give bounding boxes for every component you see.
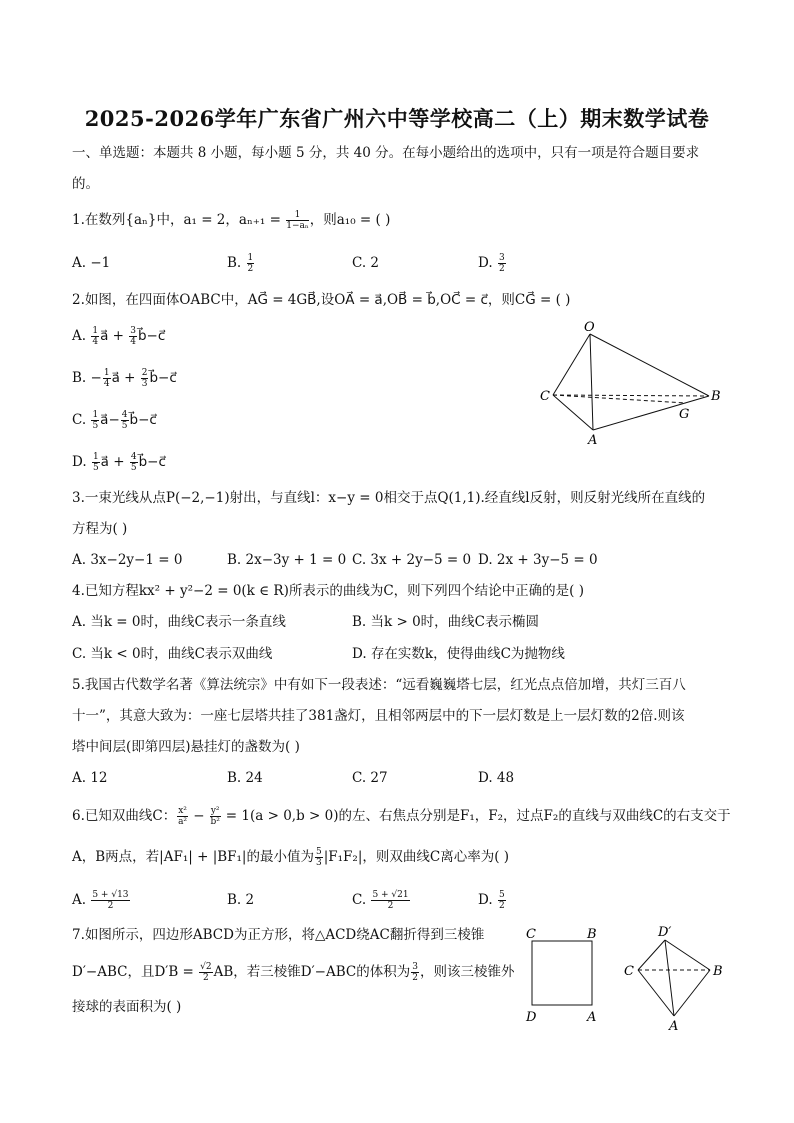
q2-option-b: B. − $\frac{1}{4}$ a⃗ + $\frac{2}{3}$ b⃗−c⃗ — [72, 368, 177, 389]
edge-oc — [553, 334, 590, 395]
square-abcd — [532, 941, 592, 1005]
q1-fraction: $\frac{1}{\text{1−aₙ}}$ — [286, 210, 309, 231]
tetra-label-c: C — [624, 964, 634, 979]
question-6: 6.已知双曲线C： $\frac{\text{x²}}{\text{a²}}$ − $\frac{\text{y²}}{\text{b²}}$ = 1(a > 0,b > 0)的左、右焦点分别是F₁，F₂，过点F₂的直线与双曲线C的右支交于 — [72, 806, 731, 827]
square-label-c: C — [526, 927, 536, 942]
q6-option-c: C. $\frac{5 + √21}{2}$ — [352, 890, 409, 911]
q6-option-a: A. $\frac{5 + √13}{2}$ — [72, 890, 129, 911]
question-5-cont2: 塔中间层(即第四层)悬挂灯的盏数为( ) — [72, 739, 300, 755]
q3-option-a: A. 3x−2y−1 = 0 — [72, 552, 183, 568]
q1-option-b: B. $\frac{1}{2}$ — [227, 253, 254, 274]
question-3-cont: 方程为( ) — [72, 521, 128, 537]
label-b: B — [711, 389, 721, 404]
triangular-pyramid-figure — [620, 922, 735, 1032]
q2-option-c: C. $\frac{1}{5}$ a⃗− $\frac{4}{5}$ b⃗−c⃗ — [72, 410, 157, 431]
question-2: 2.如图，在四面体OABC中，AG⃗ = 4GB⃗,设OA⃗ = a⃗,OB⃗ = b⃗,OC⃗ = c⃗，则CG⃗ = ( ) — [72, 292, 571, 308]
q2-option-d: D. $\frac{1}{5}$ a⃗ + $\frac{4}{5}$ b⃗−c⃗ — [72, 452, 166, 473]
tetra-label-a: A — [669, 1019, 679, 1032]
q1-stem-tail: ，则a₁₀ = ( ) — [309, 212, 391, 228]
q4-option-b: B. 当k > 0时，曲线C表示椭圆 — [352, 614, 539, 630]
question-7: 7.如图所示，四边形ABCD为正方形，将△ACD绕AC翻折得到三棱锥 — [72, 927, 485, 943]
question-3: 3.一束光线从点P(−2,−1)射出，与直线l：x−y = 0相交于点Q(1,1).经直线l反射，则反射光线所在直线的 — [72, 490, 706, 506]
q6-option-b: B. 2 — [227, 892, 255, 908]
edge-oa — [590, 334, 593, 430]
label-c: C — [540, 389, 550, 404]
square-figure — [520, 924, 610, 1024]
q1-option-c: C. 2 — [352, 255, 380, 271]
tetra-label-d: D′ — [658, 925, 672, 940]
q1-stem: 1.在数列{aₙ}中，a₁ = 2，aₙ₊₁ = — [72, 212, 286, 228]
q3-option-d: D. 2x + 3y−5 = 0 — [478, 552, 598, 568]
tetra-label-b: B — [713, 964, 723, 979]
section-instruction: 一、单选题：本题共 8 小题，每小题 5 分，共 40 分。在每小题给出的选项中，只有一项是符合题目要求 — [72, 145, 700, 161]
q3-option-c: C. 3x + 2y−5 = 0 — [352, 552, 472, 568]
q1-option-d: D. $\frac{3}{2}$ — [478, 253, 505, 274]
tetra-edge-da — [665, 940, 674, 1016]
tetra-edge-dc — [638, 940, 665, 970]
label-o: O — [584, 320, 595, 335]
edge-cb-hidden — [553, 395, 709, 396]
square-label-b: B — [587, 927, 597, 942]
q5-option-c: C. 27 — [352, 770, 388, 786]
q6-option-d: D. $\frac{5}{2}$ — [478, 890, 505, 911]
q5-option-b: B. 24 — [227, 770, 263, 786]
square-label-d: D — [526, 1010, 537, 1024]
section-instruction-cont: 的。 — [72, 176, 99, 192]
exam-title: 2025-2026学年广东省广州六中等学校高二（上）期末数学试卷 — [84, 106, 710, 131]
label-g: G — [679, 407, 690, 422]
edge-ob — [590, 334, 709, 396]
q5-option-a: A. 12 — [72, 770, 108, 786]
q1-option-a: A. −1 — [72, 255, 111, 271]
label-a: A — [588, 433, 598, 448]
q5-option-d: D. 48 — [478, 770, 515, 786]
question-5: 5.我国古代数学名著《算法统宗》中有如下一段表述：“远看巍巍塔七层，红光点点倍加增，共灯三百八 — [72, 677, 686, 693]
q3-option-b: B. 2x−3y + 1 = 0 — [227, 552, 347, 568]
tetrahedron-figure — [535, 318, 725, 448]
tetra-edge-ca — [638, 970, 674, 1016]
tetra-edge-ba — [674, 970, 710, 1016]
question-7-cont: D′−ABC，且D′B = $\frac{√2}{2}$ AB，若三棱锥D′−ABC的体积为 $\frac{3}{2}$ ，则该三棱锥外 — [72, 962, 515, 983]
square-label-a: A — [587, 1010, 597, 1024]
question-7-cont2: 接球的表面积为( ) — [72, 999, 182, 1015]
question-1 — [72, 210, 390, 231]
q2-option-a: A. $\frac{1}{4}$ a⃗ + $\frac{3}{4}$ b⃗−c⃗ — [72, 326, 166, 347]
tetra-edge-db — [665, 940, 710, 970]
question-4: 4.已知方程kx² + y²−2 = 0(k ∈ R)所表示的曲线为C，则下列四个结论中正确的是( ) — [72, 583, 585, 599]
question-6-cont: A，B两点，若|AF₁| + |BF₁|的最小值为 $\frac{5}{3}$ |F₁F₂|，则双曲线C离心率为( ) — [72, 847, 510, 868]
edge-ca — [553, 395, 593, 430]
q4-option-a: A. 当k = 0时，曲线C表示一条直线 — [72, 614, 286, 630]
question-5-cont: 十一”，其意大致为：一座七层塔共挂了381盏灯，且相邻两层中的下一层灯数是上一层灯数的2倍.则该 — [72, 708, 685, 724]
q4-option-c: C. 当k < 0时，曲线C表示双曲线 — [72, 646, 273, 662]
q4-option-d: D. 存在实数k，使得曲线C为抛物线 — [352, 646, 565, 662]
